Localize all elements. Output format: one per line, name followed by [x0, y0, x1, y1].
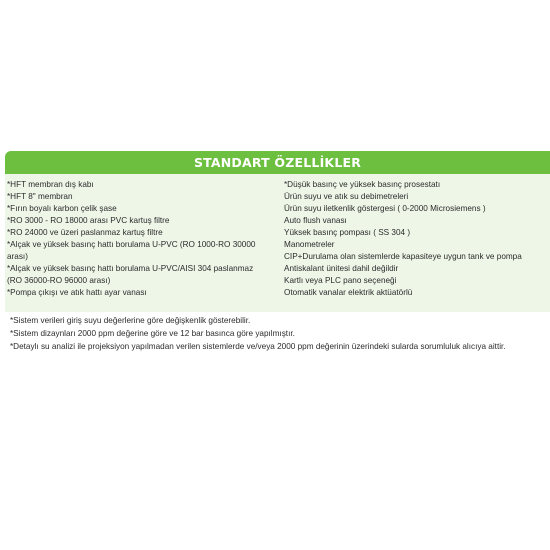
spec-left-column: [7, 179, 269, 299]
note-item: *Sistem verileri giriş suyu değerlerine göre değişkenlik gösterebilir.: [10, 316, 251, 325]
spec-item: Otomatik vanalar elektrik aktüatörlü: [284, 288, 413, 298]
spec-item: Manometreler: [284, 240, 335, 250]
spec-table-title: STANDART ÖZELLİKLER: [5, 151, 550, 174]
spec-item: *HFT 8" membran: [7, 192, 73, 202]
note-item: *Detaylı su analizi ile projeksiyon yapılmadan verilen sistemlerde ve/veya 2000 ppm değerinin üzerindeki sularda sorumluluk alıcıya aittir.: [10, 342, 506, 352]
spec-item: *Pompa çıkışı ve atık hattı ayar vanası: [7, 288, 147, 298]
spec-item: Auto flush vanası: [284, 216, 347, 226]
spec-table-body: [5, 174, 550, 312]
spec-item: *HFT membran dış kabı: [7, 180, 94, 189]
spec-item: CIP+Durulama olan sistemlerde kapasiteye uygun tank ve pompa: [284, 252, 522, 262]
spec-right-column: [284, 179, 546, 299]
spec-item: *Alçak ve yüksek basınç hattı borulama U-PVC (RO 1000-RO 30000: [7, 240, 256, 250]
spec-item: *Düşük basınç ve yüksek basınç prosestatı: [284, 180, 441, 189]
spec-item: Ürün suyu ve atık su debimetreleri: [284, 192, 409, 202]
spec-item: Kartlı veya PLC pano seçeneği: [284, 276, 397, 286]
spec-table: [5, 151, 550, 312]
spec-item: arası): [7, 252, 28, 262]
notes-list: [10, 314, 506, 354]
spec-item: (RO 36000-RO 96000 arası): [7, 276, 111, 286]
note-item: *Sistem dizaynları 2000 ppm değerine göre ve 12 bar basınca göre yapılmıştır.: [10, 329, 295, 339]
spec-item: Yüksek basınç pompası ( SS 304 ): [284, 228, 411, 238]
spec-item: *RO 3000 - RO 18000 arası PVC kartuş filtre: [7, 216, 170, 226]
spec-item: *RO 24000 ve üzeri paslanmaz kartuş filtre: [7, 228, 163, 238]
spec-item: *Alçak ve yüksek basınç hattı borulama U-PVC/AISI 304 paslanmaz: [7, 264, 254, 274]
spec-item: Ürün suyu iletkenlik göstergesi ( 0-2000 Microsiemens ): [284, 204, 486, 214]
spec-item: *Fırın boyalı karbon çelik şase: [7, 204, 117, 214]
spec-item: Antiskalant ünitesi dahil değildir: [284, 264, 399, 274]
